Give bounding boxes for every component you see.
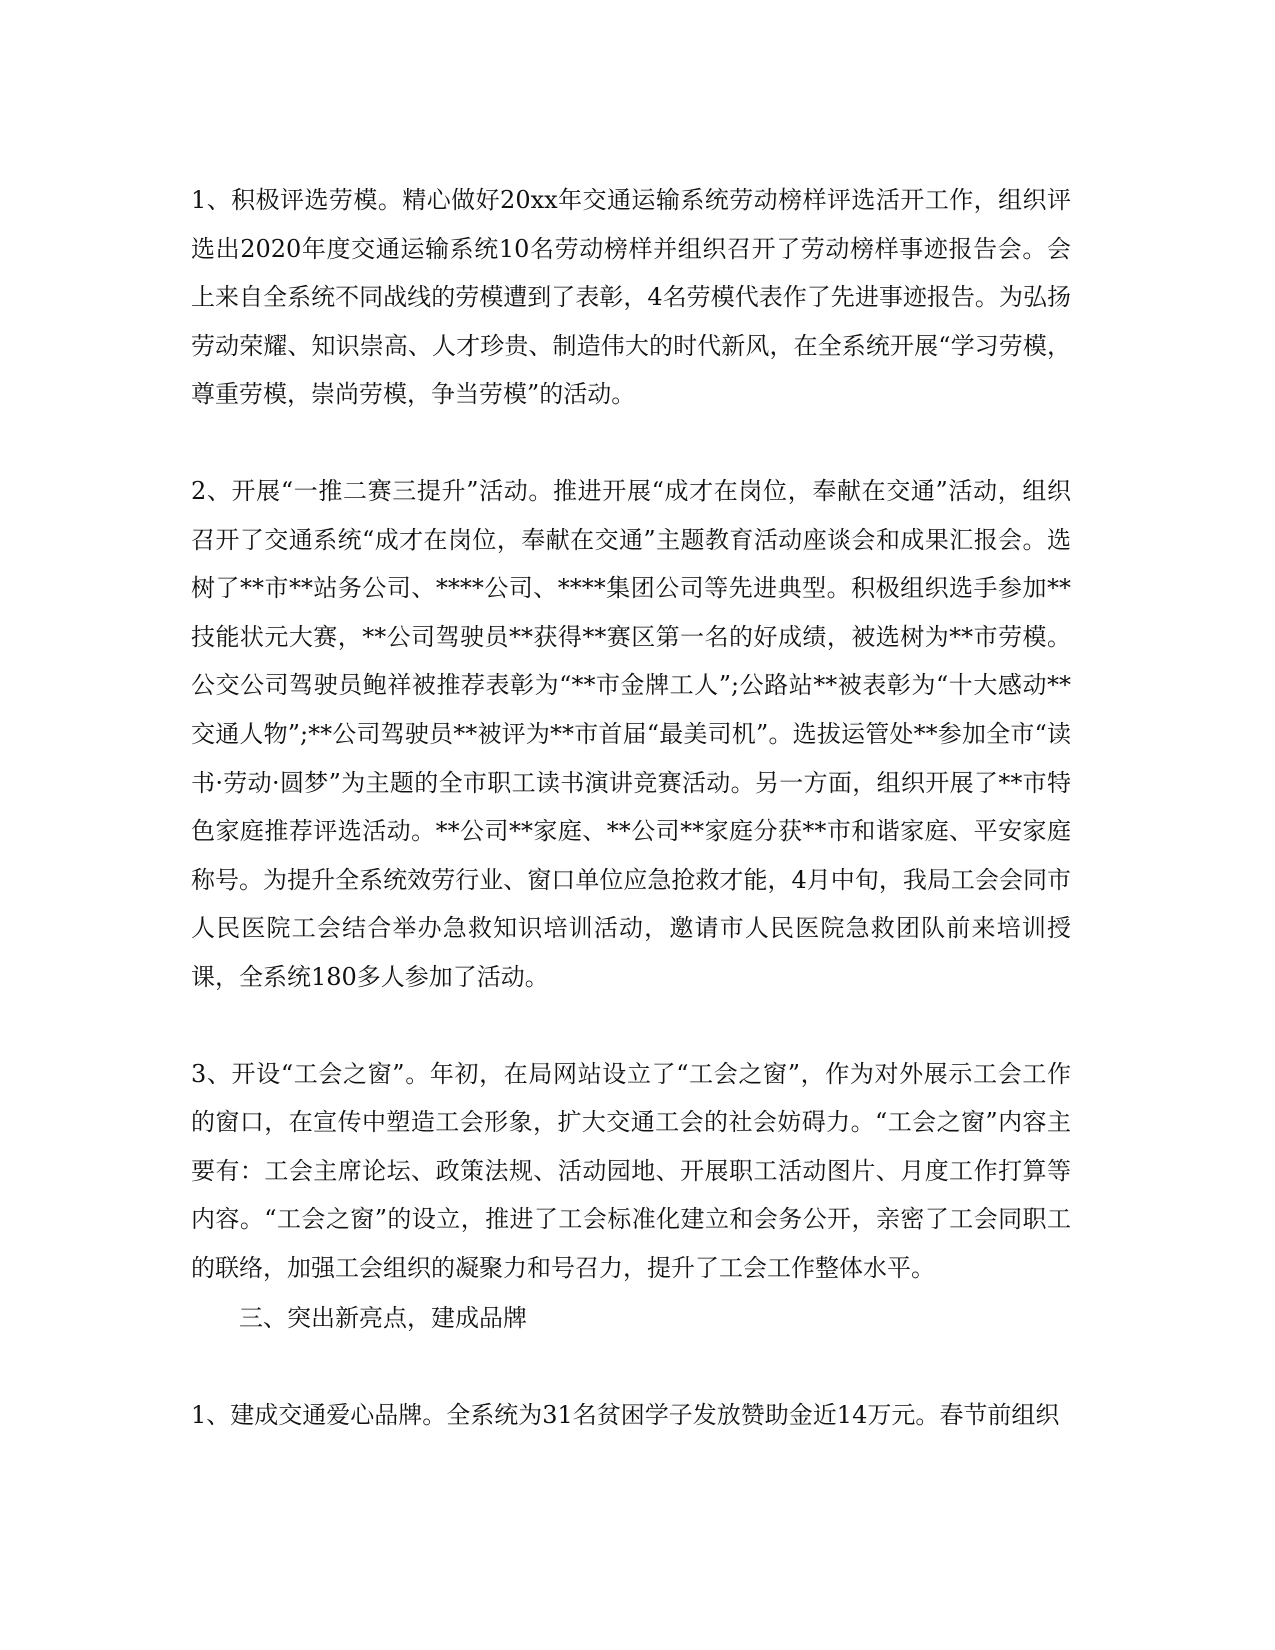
- document-body: [191, 176, 1071, 1440]
- paragraph-one-push-two-contests: 2、开展“一推二赛三提升”活动。推进开展“成才在岗位，奉献在交通”活动，组织召开了交通系统“成才在岗位，奉献在交通”主题教育活动座谈会和成果汇报会。选树了**市**站务公司、****公司、****集团公司等先进典型。积极组织选手参加**技能状元大赛，**公司驾驶员**获得**赛区第一名的好成绩，被选树为**市劳模。公交公司驾驶员鲍祥被推荐表彰为“**市金牌工人”;公路站**被表彰为“十大感动**交通人物”;**公司驾驶员**被评为**市首届“最美司机”。选拔运管处**参加全市“读书·劳动·圆梦”为主题的全市职工读书演讲竞赛活动。另一方面，组织开展了**市特色家庭推荐评选活动。**公司**家庭、**公司**家庭分获**市和谐家庭、平安家庭称号。为提升全系统效劳行业、窗口单位应急抢救才能，4月中旬，我局工会会同市人民医院工会结合举办急救知识培训活动，邀请市人民医院急救团队前来培训授课，全系统180多人参加了活动。: [191, 476, 1071, 991]
- paragraph-union-window: 3、开设“工会之窗”。年初，在局网站设立了“工会之窗”，作为对外展示工会工作的窗口，在宣传中塑造工会形象，扩大交通工会的社会妨碍力。“工会之窗”内容主要有：工会主席论坛、政策法规、活动园地、开展职工活动图片、月度工作打算等内容。“工会之窗”的设立，推进了工会标准化建立和会务公开，亲密了工会同职工的联络，加强工会组织的凝聚力和号召力，提升了工会工作整体水平。: [191, 1059, 1071, 1282]
- section-heading: 三、突出新亮点，建成品牌: [239, 1304, 527, 1333]
- paragraph-charity-brand: 1、建成交通爱心品牌。全系统为31名贫困学子发放赞助金近14万元。春节前组织: [191, 1401, 1060, 1430]
- paragraph-labor-models: 1、积极评选劳模。精心做好20xx年交通运输系统劳动榜样评选活开工作，组织评选出2020年度交通运输系统10名劳动榜样并组织召开了劳动榜样事迹报告会。会上来自全系统不同战线的劳模遭到了表彰，4名劳模代表作了先进事迹报告。为弘扬劳动荣耀、知识崇高、人才珍贵、制造伟大的时代新风，在全系统开展“学习劳模，尊重劳模，崇尚劳模，争当劳模”的活动。: [191, 186, 1071, 409]
